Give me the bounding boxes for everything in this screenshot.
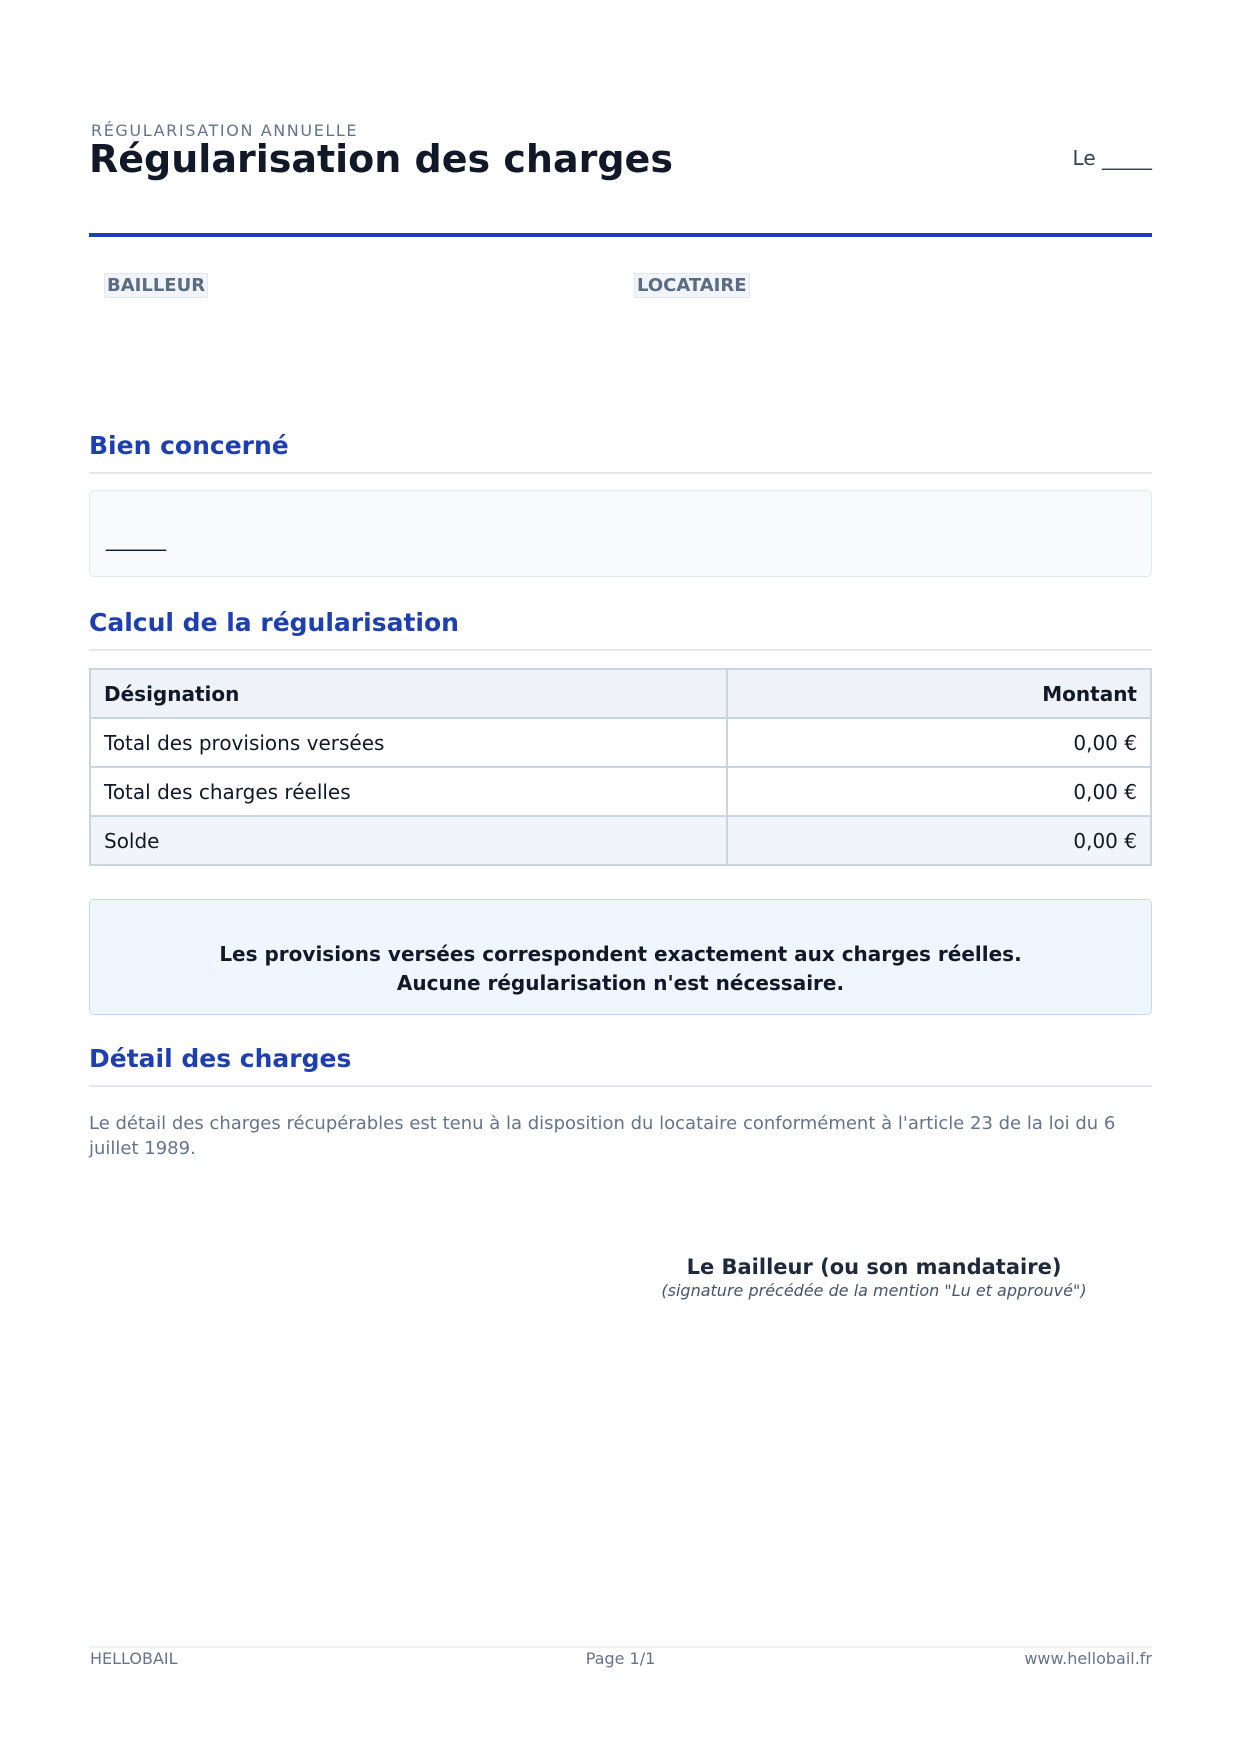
document-kicker: RÉGULARISATION ANNUELLE xyxy=(91,121,359,140)
header-divider xyxy=(89,233,1152,237)
bailleur-label: BAILLEUR xyxy=(104,273,208,298)
notice-line-1: Les provisions versées correspondent exactement aux charges réelles. xyxy=(219,942,1022,966)
column-header-designation: Désignation xyxy=(90,669,727,718)
calculation-table xyxy=(89,668,1152,866)
details-paragraph: Le détail des charges récupérables est tenu à la disposition du locataire conformément à l'article 23 de la loi du 6 juillet 1989. xyxy=(89,1113,1116,1159)
locataire-label: LOCATAIRE xyxy=(634,273,750,298)
date-field: Le _____ xyxy=(1072,146,1152,170)
section-title-calculation: Calcul de la régularisation xyxy=(89,608,459,637)
property-value: ______ xyxy=(106,527,166,551)
table-row-total xyxy=(90,816,1151,865)
result-notice xyxy=(89,899,1152,1015)
notice-line-2: Aucune régularisation n'est nécessaire. xyxy=(396,971,845,995)
row-label: Total des provisions versées xyxy=(90,718,727,767)
document-page xyxy=(89,0,1152,1754)
footer-divider xyxy=(89,1646,1152,1648)
section-title-property: Bien concerné xyxy=(89,431,289,460)
section-divider xyxy=(89,1085,1152,1087)
footer-page-number: Page 1/1 xyxy=(585,1649,656,1668)
document-title: Régularisation des charges xyxy=(89,137,673,181)
signature-note: (signature précédée de la mention "Lu et approuvé") xyxy=(661,1281,1087,1300)
section-divider xyxy=(89,472,1152,474)
section-divider xyxy=(89,649,1152,651)
row-amount: 0,00 € xyxy=(727,816,1151,865)
footer-website: www.hellobail.fr xyxy=(1024,1649,1152,1668)
row-label: Total des charges réelles xyxy=(90,767,727,816)
table-header-row xyxy=(90,669,1151,718)
property-box xyxy=(89,490,1152,577)
row-label: Solde xyxy=(90,816,727,865)
table-row xyxy=(90,718,1151,767)
signature-title: Le Bailleur (ou son mandataire) xyxy=(686,1255,1062,1279)
section-title-details: Détail des charges xyxy=(89,1044,352,1073)
row-amount: 0,00 € xyxy=(727,718,1151,767)
footer-brand: HELLOBAIL xyxy=(90,1649,178,1668)
column-header-amount: Montant xyxy=(727,669,1151,718)
row-amount: 0,00 € xyxy=(727,767,1151,816)
signature-block xyxy=(649,1255,1099,1300)
table-row xyxy=(90,767,1151,816)
